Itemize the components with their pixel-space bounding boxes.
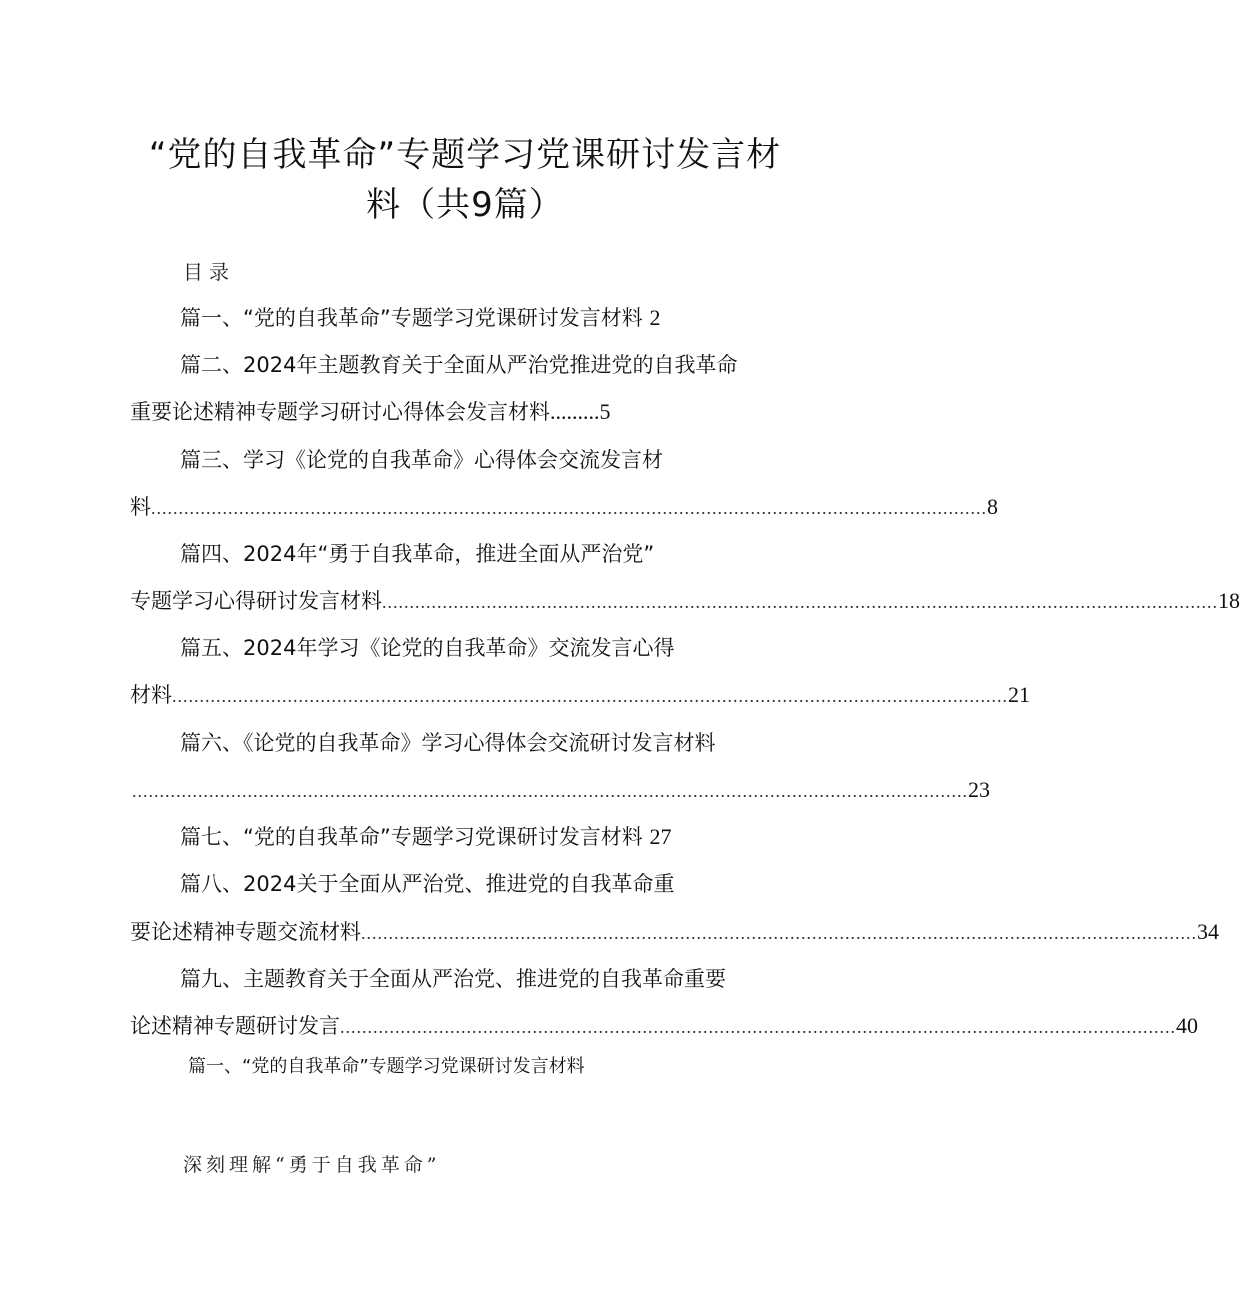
toc-entry-4-line2[interactable] <box>130 586 1240 617</box>
toc-entry-text: 料 <box>130 495 151 519</box>
toc-entry-4-line1[interactable]: 篇四、2024年“勇于自我革命，推进全面从严治党” <box>180 542 655 566</box>
toc-entry-text: 要论述精神专题交流材料 <box>130 920 361 944</box>
title-line-1: “党的自我革命”专题学习党课研讨发言材 <box>148 135 782 175</box>
toc-entry-6-line1[interactable]: 篇六、《论党的自我革命》学习心得体会交流研讨发言材料 <box>180 731 716 755</box>
toc-dot-leader: ........................................................................................................................................................ <box>340 1017 1176 1037</box>
paragraph-heading: 深刻理解“勇于自我革命” <box>183 1154 441 1176</box>
toc-entry-1[interactable] <box>180 303 660 333</box>
toc-entry-page: 27 <box>649 824 672 849</box>
toc-entry-5-line2[interactable] <box>130 680 1030 711</box>
toc-entry-3-line2[interactable] <box>130 492 998 523</box>
toc-entry-3-line1[interactable]: 篇三、学习《论党的自我革命》心得体会交流发言材 <box>180 448 663 472</box>
toc-entry-text: 专题学习心得研讨发言材料 <box>130 589 382 613</box>
toc-entry-7[interactable] <box>180 822 671 852</box>
toc-dot-leader: ......... <box>550 399 600 424</box>
toc-entry-2-line2[interactable] <box>130 397 611 427</box>
toc-entry-page: 21 <box>1008 682 1030 707</box>
toc-dot-leader: ........................................................................................................................................................ <box>361 923 1197 943</box>
toc-entry-6-line2[interactable] <box>132 775 990 806</box>
title-line-2: 料（共9篇） <box>366 185 564 225</box>
toc-entry-text: 材料 <box>130 683 172 707</box>
toc-entry-page: 8 <box>987 494 998 519</box>
toc-dot-leader: ........................................................................................................................................................ <box>382 592 1218 612</box>
toc-label: 目录 <box>183 260 235 284</box>
toc-entry-page: 23 <box>968 777 990 802</box>
toc-entry-page: 40 <box>1176 1013 1198 1038</box>
toc-dot-leader: ........................................................................................................................................................ <box>132 781 968 801</box>
toc-entry-8-line2[interactable] <box>130 917 1219 948</box>
toc-dot-leader: ........................................................................................................................................................ <box>151 498 987 518</box>
toc-entry-9-line1[interactable]: 篇九、主题教育关于全面从严治党、推进党的自我革命重要 <box>180 967 726 991</box>
toc-dot-leader: ........................................................................................................................................................ <box>172 686 1008 706</box>
document-title <box>120 130 810 230</box>
toc-entry-text: 重要论述精神专题学习研讨心得体会发言材料 <box>130 400 550 424</box>
toc-entry-5-line1[interactable]: 篇五、2024年学习《论党的自我革命》交流发言心得 <box>180 636 675 660</box>
toc-entry-8-line1[interactable]: 篇八、2024关于全面从严治党、推进党的自我革命重 <box>180 872 675 896</box>
toc-entry-text: 论述精神专题研讨发言 <box>130 1014 340 1038</box>
toc-entry-text: 篇一、“党的自我革命”专题学习党课研讨发言材料 <box>180 306 643 330</box>
toc-entry-2-line1[interactable]: 篇二、2024年主题教育关于全面从严治党推进党的自我革命 <box>180 353 738 377</box>
toc-entry-page: 5 <box>599 399 611 424</box>
toc-entry-page: 34 <box>1197 919 1219 944</box>
toc-entry-page: 2 <box>649 305 661 330</box>
toc-entry-text: 篇七、“党的自我革命”专题学习党课研讨发言材料 <box>180 825 643 849</box>
toc-entry-9-line2[interactable] <box>130 1011 1198 1042</box>
section-heading: 篇一、“党的自我革命”专题学习党课研讨发言材料 <box>188 1056 585 1077</box>
toc-entry-page: 18 <box>1218 588 1240 613</box>
